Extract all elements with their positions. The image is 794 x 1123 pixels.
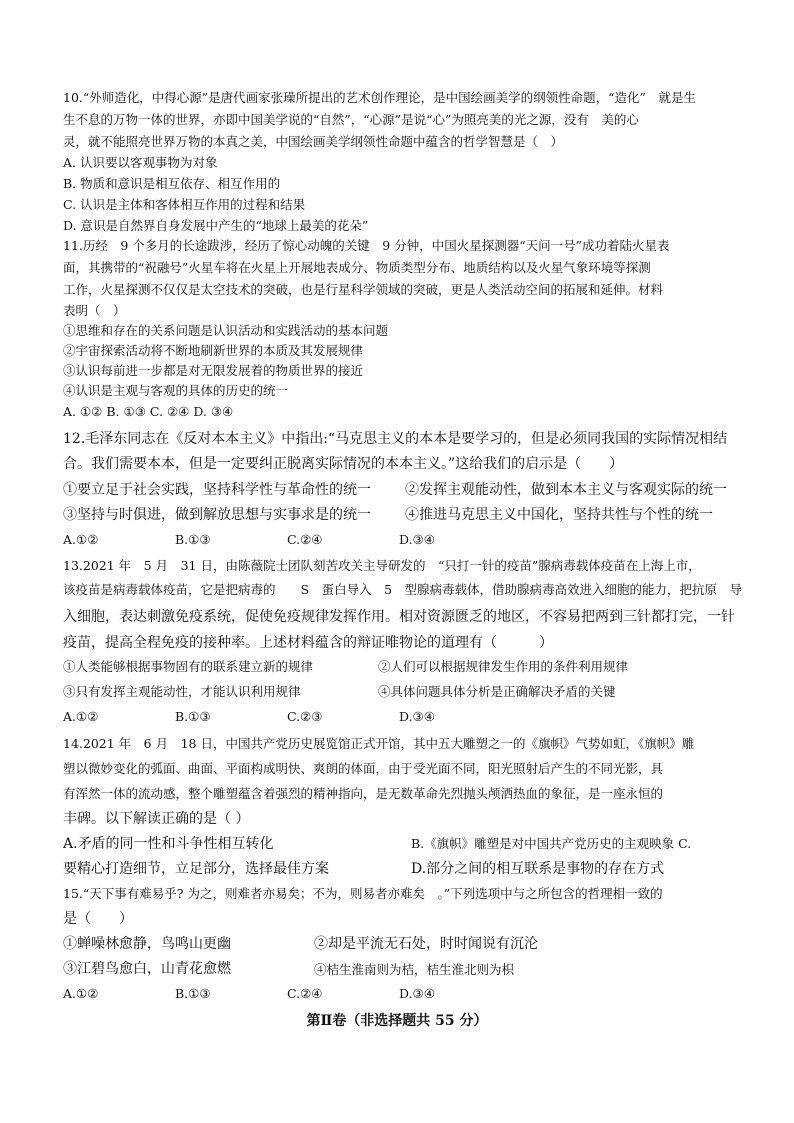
q14-stem-line-2: 塑以微妙变化的弧面、曲面、平面构成明快、爽朗的体面，由于受光面不同，阳光照射后产生的不同光影，具 xyxy=(63,761,664,776)
q15-item-2: ②却是平流无石处，时时闻说有沉沦 xyxy=(314,936,538,952)
q15-item-1: ①蝉噪林愈静，鸟鸣山更幽 xyxy=(63,936,231,952)
q13-item-4: ④具体问题具体分析是正确解决矛盾的关键 xyxy=(378,684,616,699)
q11-stem-line-3: 工作，火星探测不仅仅是太空技术的突破，也是行星科学领域的突破，更是人类活动空间的拓展和延伸。材料 xyxy=(63,282,664,297)
q15-answer-a: A.①② xyxy=(63,986,99,1001)
q15-answer-d: D.③④ xyxy=(399,986,435,1001)
q15-item-4: ④桔生淮南则为桔，桔生淮北则为枳 xyxy=(314,962,515,977)
q13-answer-c: C.②③ xyxy=(287,709,323,724)
section-title: 第Ⅱ卷（非选择题共 55 分） xyxy=(306,1013,488,1029)
q13-answer-a: A.①② xyxy=(63,709,99,724)
q12-stem-line-2: 合。我们需要本本，但是一定要纠正脱离实际情况的本本主义。”这给我们的启示是（ ） xyxy=(63,456,624,472)
q10-stem-line-1: 10.“外师造化，中得心源”是唐代画家张璪所提出的艺术创作理论，是中国绘画美学的纲领性命题，“造化” 就是生 xyxy=(63,90,696,105)
q12-item-3: ③坚持与时俱进，做到解放思想与实事求是的统一 xyxy=(63,507,371,523)
q10-stem-line-3: 灵，就不能照亮世界万物的本真之美，中国绘画美学纲领性命题中蕴含的哲学智慧是（ ） xyxy=(63,134,564,149)
q12-item-1: ①要立足于社会实践，坚持科学性与革命性的统一 xyxy=(63,482,371,498)
q13-stem-line-2: 该疫苗是病毒载体疫苗，它是把病毒的 S 蛋白导入 5 型腺病毒载体，借助腺病毒高效进入细胞的能力，把抗原 导 xyxy=(63,582,743,597)
q11-stem-line-1: 11.历经 9 个多月的长途跋涉，经历了惊心动魄的关键 9 分钟，中国火星探测器“天问一号”成功着陆火星表 xyxy=(63,238,670,253)
q11-stem-line-2: 面，其携带的“祝融号”火星车将在火星上开展地表成分、物质类型分布、地质结构以及火星气象环境等探测 xyxy=(63,260,651,275)
q12-answer-b: B.①③ xyxy=(175,532,211,547)
q12-item-2: ②发挥主观能动性，做到本本主义与客观实际的统一 xyxy=(405,482,727,498)
q13-answer-d: D.③④ xyxy=(399,709,435,724)
q15-stem-line-1: 15.“天下事有难易乎? 为之，则难者亦易矣；不为，则易者亦难矣 。”下列选项中与之所包含的哲理相一致的 xyxy=(63,886,663,901)
q10-option-c: C. 认识是主体和客体相互作用的过程和结果 xyxy=(63,197,306,212)
q14-option-b: B.《旗帜》雕塑是对中国共产党历史的主观映象 C. xyxy=(411,836,692,851)
q11-stem-line-4: 表明（ ） xyxy=(63,303,126,318)
q11-item-1: ①思维和存在的关系问题是认识活动和实践活动的基本问题 xyxy=(63,323,389,338)
q13-answer-b: B.①③ xyxy=(175,709,211,724)
q12-item-4: ④推进马克思主义中国化，坚持共性与个性的统一 xyxy=(405,507,713,523)
q10-stem-line-2: 生不息的万物一体的世界，亦即中国美学说的“自然”，“心源”是说“心”为照亮美的光之源，没有 美的心 xyxy=(63,112,639,127)
q15-answer-c: C.②④ xyxy=(287,986,323,1001)
q12-answer-d: D.③④ xyxy=(399,532,435,547)
q14-option-d: D.部分之间的相互联系是事物的存在方式 xyxy=(411,861,665,877)
q11-item-4: ④认识是主观与客观的具体的历史的统一 xyxy=(63,383,289,398)
q10-option-b: B. 物质和意识是相互依存、相互作用的 xyxy=(63,176,281,191)
q10-option-d: D. 意识是自然界自身发展中产生的“地球上最美的花朵” xyxy=(63,218,369,233)
q13-stem-line-4: 疫苗，提高全程免疫的接种率。上述材料蕴含的辩证唯物论的道理有（ ） xyxy=(63,635,553,651)
q14-stem-line-3: 有浑然一体的流动感，整个雕塑蕴含着强烈的精神指向，是无数革命先烈抛头颅洒热血的象征，是一座永恒的 xyxy=(63,786,664,801)
q12-answer-c: C.②④ xyxy=(287,532,323,547)
q15-stem-line-2: 是（ ） xyxy=(63,911,133,927)
q14-option-a: A.矛盾的同一性和斗争性相互转化 xyxy=(63,836,274,852)
q12-answer-a: A.①② xyxy=(63,532,99,547)
q11-answer-line: A. ①② B. ①③ C. ②④ D. ③④ xyxy=(63,404,234,419)
q14-option-c: 要精心打造细节，立足部分，选择最佳方案 xyxy=(63,861,329,877)
q15-item-3: ③江碧鸟愈白，山青花愈燃 xyxy=(63,961,231,977)
q13-item-2: ②人们可以根据规律发生作用的条件利用规律 xyxy=(378,659,629,674)
q13-stem-line-3: 入细胞，表达刺激免疫系统，促使免疫规律发挥作用。相对资源匮乏的地区，不容易把两到三针都打完，一针 xyxy=(63,609,735,625)
q13-stem-line-1: 13.2021 年 5 月 31 日，由陈薇院士团队刻苦攻关主导研发的 “只打一针的疫苗”腺病毒载体疫苗在上海上市， xyxy=(63,558,701,573)
q13-item-3: ③只有发挥主观能动性，才能认识利用规律 xyxy=(63,684,301,699)
q14-stem-line-4: 丰碑。以下解读正确的是（ ） xyxy=(63,811,250,827)
q15-answer-b: B.①③ xyxy=(175,986,211,1001)
q11-item-3: ③认识每前进一步都是对无限发展着的物质世界的接近 xyxy=(63,363,364,378)
q13-item-1: ①人类能够根据事物固有的联系建立新的规律 xyxy=(63,659,314,674)
q11-item-2: ②宇宙探索活动将不断地刷新世界的本质及其发展规律 xyxy=(63,343,364,358)
q14-stem-line-1: 14.2021 年 6 月 18 日，中国共产党历史展览馆正式开馆，其中五大雕塑之一的《旗帜》气势如虹，《旗帜》雕 xyxy=(63,736,695,751)
q12-stem-line-1: 12.毛泽东同志在《反对本本主义》中指出:“马克思主义的本本是要学习的，但是必须同我国的实际情况相结 xyxy=(63,431,728,447)
q10-option-a: A. 认识要以客观事物为对象 xyxy=(63,155,218,170)
